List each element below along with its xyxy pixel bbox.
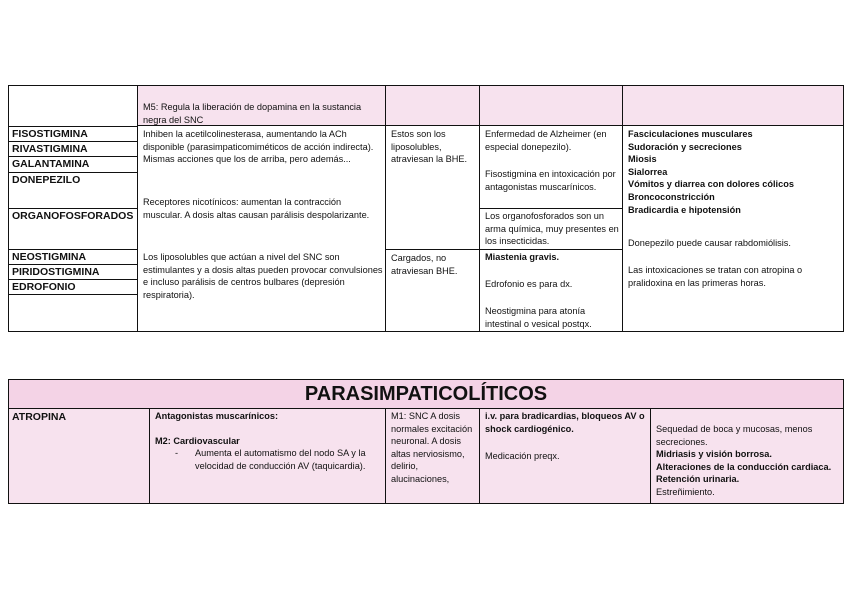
use-iv: i.v. para bradicardias, bloqueos AV o shock cardiogénico.: [485, 411, 645, 434]
mechanism-text-2: Receptores nicotínicos: aumentan la contracción muscular. A dosis altas causan parálisis despolarizante.: [143, 197, 370, 220]
drug-rivastigmina: RIVASTIGMINA: [9, 141, 138, 156]
use-alzheimer: Enfermedad de Alzheimer (en especial donepezilo).: [485, 129, 607, 152]
effects-list: [625, 128, 843, 216]
effects-list: [653, 423, 843, 499]
use-organofosforados: Los organofosforados son un arma química, muy presentes en los insecticidas.: [485, 211, 619, 247]
mechanism-text-1: Inhiben la acetilcolinesterasa, aumentando la ACh disponible (parasimpaticomiméticos de acción indirecta). Mismas acciones que los de arriba, pero además...: [143, 129, 374, 165]
effect-item: Miosis: [628, 154, 657, 165]
snc-text: M1: SNC A dosis normales excitación neuronal. A dosis altas nerviosismo, delirio, alucinaciones,: [391, 411, 473, 484]
header-cell-3: [386, 86, 480, 126]
mechanism-text-3: Los liposolubles que actúan a nivel del SNC son estimulantes y a dosis altas pueden provocar convulsiones e incluso parálisis de centros bulbares (depresión respiratoria).: [143, 252, 383, 300]
effect-item: Fasciculaciones musculares: [628, 129, 753, 139]
table-title: PARASIMPATICOLÍTICOS: [9, 380, 843, 409]
header-cell-5: [623, 86, 843, 126]
drug-edrofonio: EDROFONIO: [9, 279, 138, 295]
parasympatholytics-table: [8, 379, 844, 504]
liposolubles-text: Estos son los liposolubles, atraviesan la BHE.: [391, 129, 468, 165]
bullet-dash: -: [175, 448, 179, 459]
effect-item: Vómitos y diarrea con dolores cólicos: [628, 179, 794, 190]
effect-item: Midriasis y visión borrosa.: [656, 449, 772, 460]
divider: [480, 249, 623, 250]
drug-galantamina: GALANTAMINA: [9, 156, 138, 171]
drug-atropina: ATROPINA: [12, 411, 67, 423]
effect-item: Sequedad de boca y mucosas, menos secreciones.: [656, 424, 813, 447]
use-edrofonio: Edrofonio es para dx.: [485, 279, 573, 289]
mechanism-m2: M2: Cardiovascular: [155, 435, 240, 446]
effect-item: Alteraciones de la conducción cardiaca.: [656, 461, 832, 472]
drug-fisostigmina: FISOSTIGMINA: [9, 126, 138, 141]
effect-note-1: Donepezilo puede causar rabdomiólisis.: [628, 238, 791, 248]
effect-item: Bradicardia e hipotensión: [628, 204, 741, 215]
cholinergic-table: [8, 85, 844, 332]
effect-note-2: Las intoxicaciones se tratan con atropina o pralidoxina en las primeras horas.: [628, 265, 803, 288]
header-cell-4: [480, 86, 623, 126]
drug-organofosforados: ORGANOFOSFORADOS: [9, 208, 138, 248]
mechanism-m2-item: Aumenta el automatismo del nodo SA y la velocidad de conducción AV (taquicardia).: [195, 448, 366, 471]
effect-item: Sialorrea: [628, 166, 668, 177]
use-intoxication: Fisostigmina en intoxicación por antagonistas muscarínicos.: [485, 169, 616, 192]
m5-text: [140, 101, 386, 126]
divider: [386, 249, 480, 250]
mechanism-text: [152, 410, 386, 472]
use-preqx: Medicación preqx.: [485, 451, 560, 461]
effect-item: Sudoración y secreciones: [628, 141, 742, 152]
drug-neostigmina: NEOSTIGMINA: [9, 249, 138, 264]
m5-text-content: M5: Regula la liberación de dopamina en la sustancia negra del SNC: [143, 102, 362, 125]
cargados-text: Cargados, no atraviesan BHE.: [391, 253, 458, 276]
effect-item: Estreñimiento.: [656, 486, 715, 497]
drug-donepezilo: DONEPEZILO: [9, 172, 138, 208]
mechanism-head: Antagonistas muscarínicos:: [155, 411, 279, 421]
effect-item: Broncoconstricción: [628, 191, 715, 202]
effect-item: Retención urinaria.: [656, 474, 740, 485]
drug-piridostigmina: PIRIDOSTIGMINA: [9, 264, 138, 279]
divider: [480, 208, 623, 209]
use-miastenia: Miastenia gravis.: [485, 252, 560, 262]
use-neostigmina: Neostigmina para atonía intestinal o vesical postqx.: [485, 306, 592, 329]
